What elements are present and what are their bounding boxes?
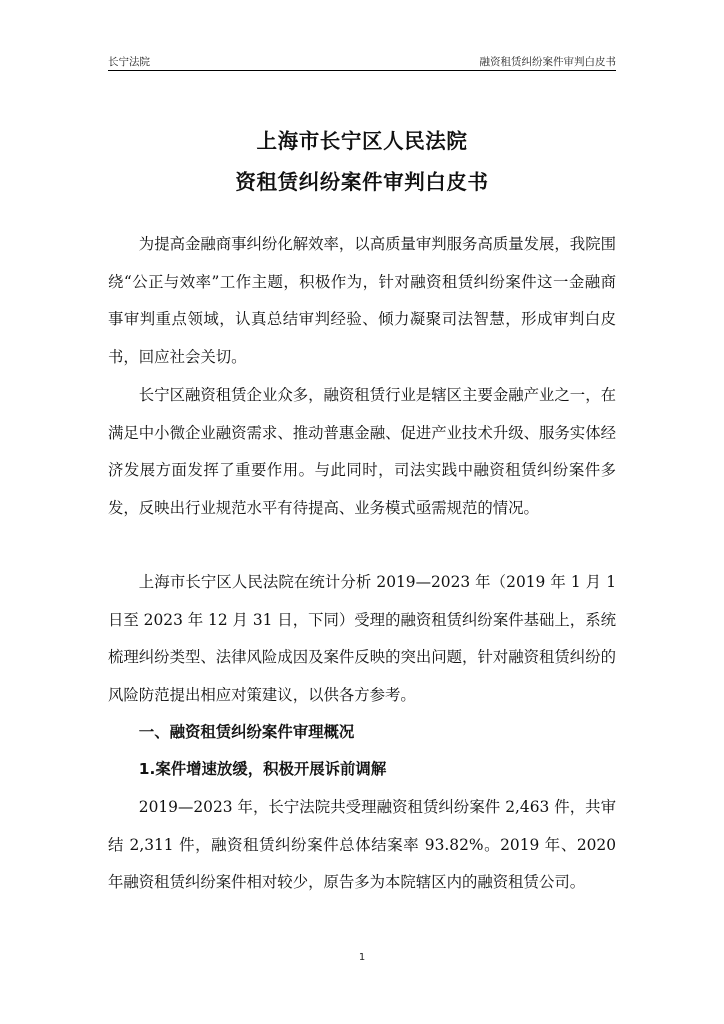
subsection-heading: 1.案件增速放缓，积极开展诉前调解 [138,760,387,778]
page-header [108,52,616,71]
section-heading: 一、融资租赁纠纷案件审理概况 [138,723,355,741]
statistics-paragraph: 2019—2023 年，长宁法院共受理融资租赁纠纷案件 2,463 件，共审结 2,311 件，融资租赁纠纷案件总体结案率 93.82%。2019 年、2020 年融资租赁纠纷案件相对较少，原告多为本院辖区内的融资租赁公司。 [108,798,616,891]
document-title-line-1: 上海市长宁区人民法院 [256,129,468,153]
scope-paragraph: 上海市长宁区人民法院在统计分析 2019—2023 年（2019 年 1 月 1 日至 2023 年 12 月 31 日，下同）受理的融资租赁纠纷案件基础上，系统梳理纠纷类型、法律风险成因及案件反映的突出问题，针对融资租赁纠纷的风险防范提出相应对策建议，以供各方参考。 [108,573,616,704]
document-title-line-2: 资租赁纠纷案件审判白皮书 [235,170,489,194]
background-paragraph: 长宁区融资租赁企业众多，融资租赁行业是辖区主要金融产业之一，在满足中小微企业融资需求、推动普惠金融、促进产业技术升级、服务实体经济发展方面发挥了重要作用。与此同时，司法实践中融资租赁纠纷案件多发，反映出行业规范水平有待提高、业务模式亟需规范的情况。 [108,386,616,517]
header-court-name: 长宁法院 [108,56,150,68]
header-document-title: 融资租赁纠纷案件审判白皮书 [479,56,616,68]
page-number: 1 [358,952,366,963]
intro-paragraph: 为提高金融商事纠纷化解效率，以高质量审判服务高质量发展，我院围绕“公正与效率”工作主题，积极作为，针对融资租赁纠纷案件这一金融商事审判重点领域，认真总结审判经验、倾力凝聚司法智慧，形成审判白皮书，回应社会关切。 [108,235,616,366]
